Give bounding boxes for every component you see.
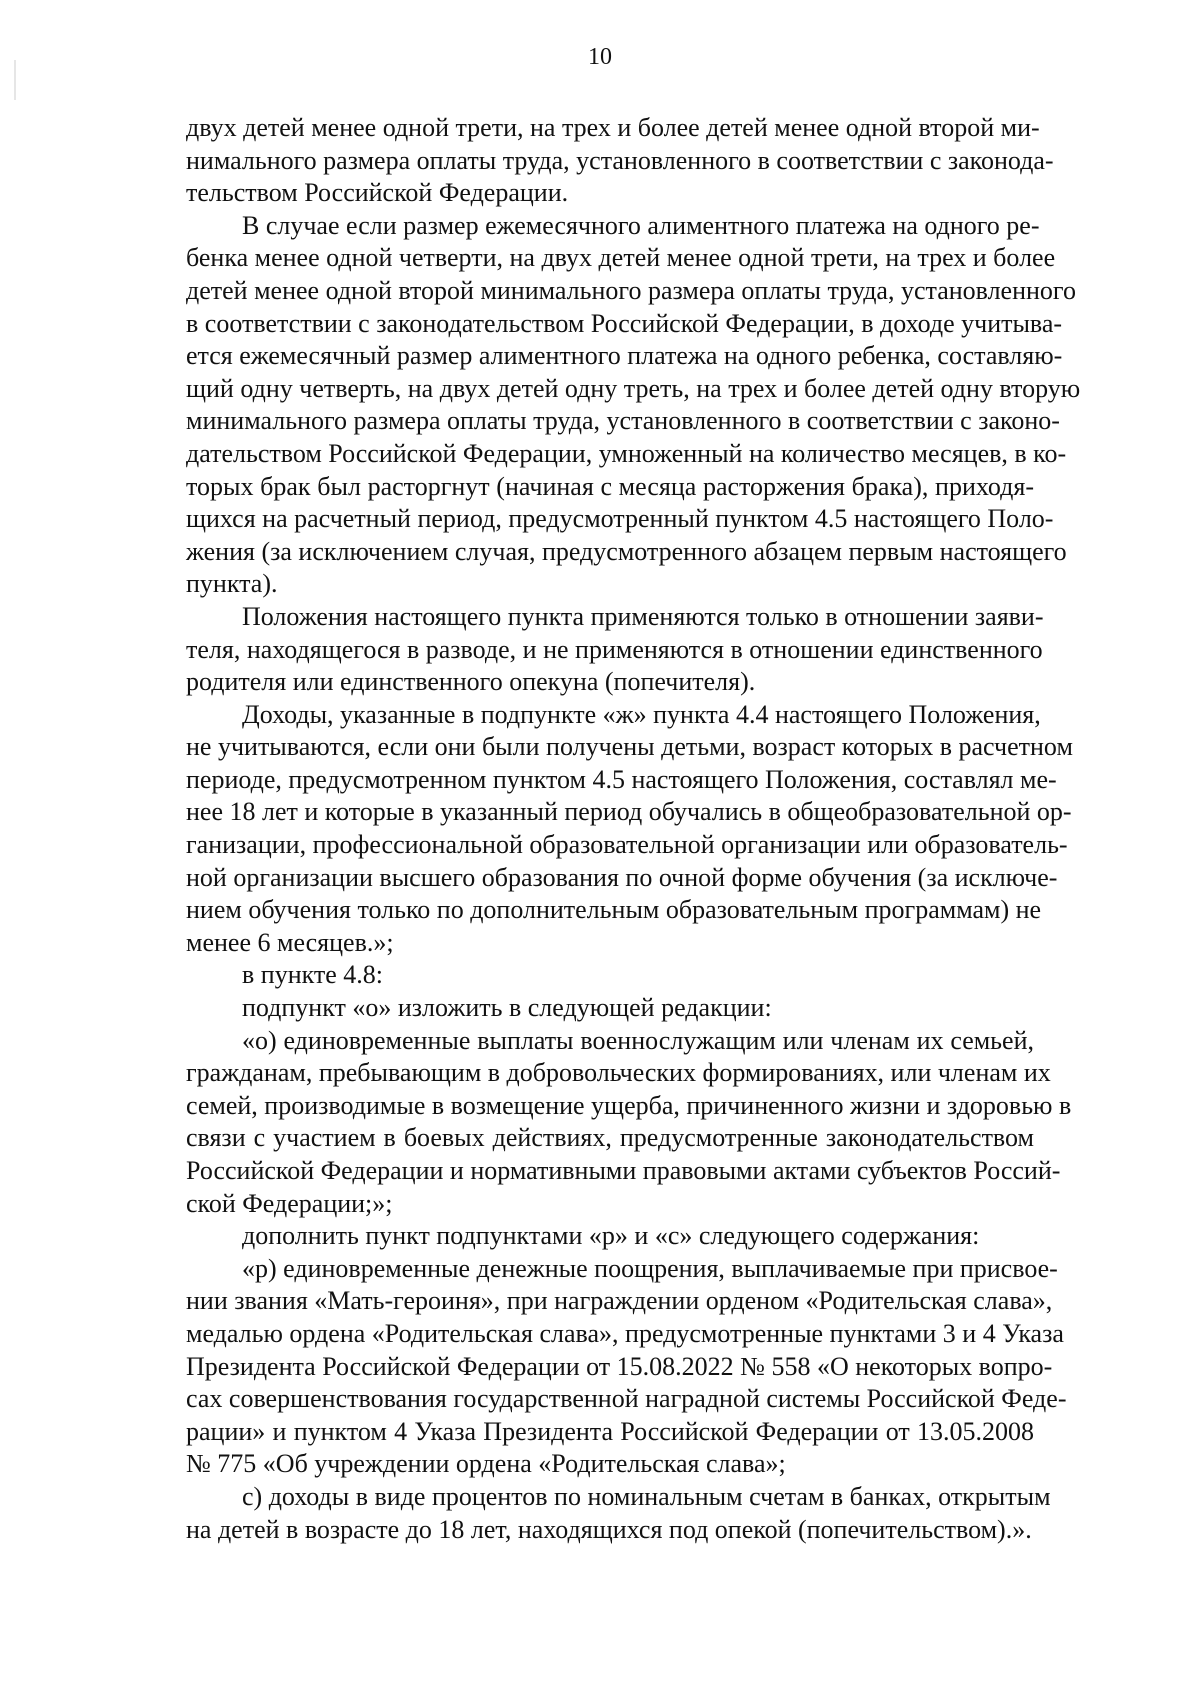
text-line: «р) единовременные денежные поощрения, выплачиваемые при присвое- bbox=[242, 1253, 1058, 1283]
text-line: сах совершенствования государственной наградной системы Российской Феде- bbox=[186, 1384, 1067, 1414]
text-line: щихся на расчетный период, предусмотренный пунктом 4.5 настоящего Поло- bbox=[186, 504, 1054, 534]
paragraph bbox=[186, 1025, 1072, 1221]
paragraph bbox=[186, 992, 1034, 1025]
text-line: Положения настоящего пункта применяются только в отношении заяви- bbox=[242, 601, 1044, 631]
text-line: родителя или единственного опекуна (попечителя). bbox=[186, 667, 756, 697]
text-line: тельством Российской Федерации. bbox=[186, 178, 569, 208]
text-line: «о) единовременные выплаты военнослужащим или членам их семьей, bbox=[242, 1025, 1034, 1055]
text-line: пункта). bbox=[186, 569, 278, 599]
page-number: 10 bbox=[588, 44, 612, 70]
text-line: теля, находящегося в разводе, и не применяются в отношении единственного bbox=[186, 634, 1043, 664]
text-line: минимального размера оплаты труда, установленного в соответствии с законо- bbox=[186, 406, 1060, 436]
text-line: нимального размера оплаты труда, установленного в соответствии с законода- bbox=[186, 145, 1054, 175]
text-line: В случае если размер ежемесячного алиментного платежа на одного ре- bbox=[242, 210, 1040, 240]
text-line: нее 18 лет и которые в указанный период обучались в общеобразовательной ор- bbox=[186, 797, 1072, 827]
text-line: дательством Российской Федерации, умноженный на количество месяцев, в ко- bbox=[186, 438, 1067, 468]
text-line: жения (за исключением случая, предусмотренного абзацем первым настоящего bbox=[186, 536, 1067, 566]
paragraph bbox=[186, 699, 1073, 960]
text-line: менее 6 месяцев.»; bbox=[186, 927, 394, 957]
text-line: торых брак был расторгнут (начиная с месяца расторжения брака), приходя- bbox=[186, 471, 1034, 501]
paragraph bbox=[186, 1220, 1034, 1253]
text-line: в соответствии с законодательством Российской Федерации, в доходе учитыва- bbox=[186, 308, 1063, 338]
text-line: связи с участием в боевых действиях, предусмотренные законодательством bbox=[186, 1123, 1034, 1153]
text-line: гражданам, пребывающим в добровольческих формированиях, или членам их bbox=[186, 1058, 1051, 1088]
paragraph bbox=[186, 959, 1034, 992]
text-line: на детей в возрасте до 18 лет, находящихся под опекой (попечительством).». bbox=[186, 1514, 1032, 1544]
text-line: медалью ордена «Родительская слава», предусмотренные пунктами 3 и 4 Указа bbox=[186, 1318, 1064, 1348]
text-line: щий одну четверть, на двух детей одну треть, на трех и более детей одну вторую bbox=[186, 373, 1081, 403]
paragraph bbox=[186, 601, 1044, 699]
text-line: № 775 «Об учреждении ордена «Родительская слава»; bbox=[186, 1449, 786, 1479]
paragraph bbox=[186, 210, 1081, 601]
text-line: Российской Федерации и нормативными правовыми актами субъектов Россий- bbox=[186, 1156, 1061, 1185]
text-line: ской Федерации;»; bbox=[186, 1188, 393, 1218]
paragraph bbox=[186, 1481, 1051, 1546]
text-line: с) доходы в виде процентов по номинальным счетам в банках, открытым bbox=[242, 1481, 1051, 1511]
paragraph bbox=[186, 112, 1054, 210]
text-line: рации» и пунктом 4 Указа Президента Российской Федерации от 13.05.2008 bbox=[186, 1416, 1034, 1446]
text-line: периоде, предусмотренном пунктом 4.5 настоящего Положения, составлял ме- bbox=[186, 764, 1057, 794]
text-line: семей, производимые в возмещение ущерба, причиненного жизни и здоровью в bbox=[186, 1090, 1072, 1120]
text-line: нием обучения только по дополнительным образовательным программам) не bbox=[186, 895, 1042, 925]
text-line: бенка менее одной четверти, на двух детей менее одной трети, на трех и более bbox=[186, 243, 1056, 273]
text-line: в пункте 4.8: bbox=[242, 960, 384, 990]
text-line: Доходы, указанные в подпункте «ж» пункта 4.4 настоящего Положения, bbox=[242, 699, 1041, 729]
text-line: подпункт «о» изложить в следующей редакции: bbox=[242, 993, 772, 1023]
text-line: ется ежемесячный размер алиментного платежа на одного ребенка, составляю- bbox=[186, 341, 1063, 371]
text-line: не учитываются, если они были получены детьми, возраст которых в расчетном bbox=[186, 732, 1073, 762]
text-line: двух детей менее одной трети, на трех и более детей менее одной второй ми- bbox=[186, 113, 1040, 142]
paragraph bbox=[186, 1253, 1067, 1481]
text-line: нии звания «Мать-героиня», при награждении орденом «Родительская слава», bbox=[186, 1286, 1053, 1316]
document-body bbox=[186, 112, 1081, 1546]
text-line: дополнить пункт подпунктами «р» и «с» следующего содержания: bbox=[242, 1221, 980, 1251]
text-line: детей менее одной второй минимального размера оплаты труда, установленного bbox=[186, 275, 1076, 305]
text-line: ганизации, профессиональной образовательной организации или образователь- bbox=[186, 830, 1068, 860]
text-line: Президента Российской Федерации от 15.08.2022 № 558 «О некоторых вопро- bbox=[186, 1351, 1053, 1381]
text-line: ной организации высшего образования по очной форме обучения (за исключе- bbox=[186, 862, 1058, 892]
